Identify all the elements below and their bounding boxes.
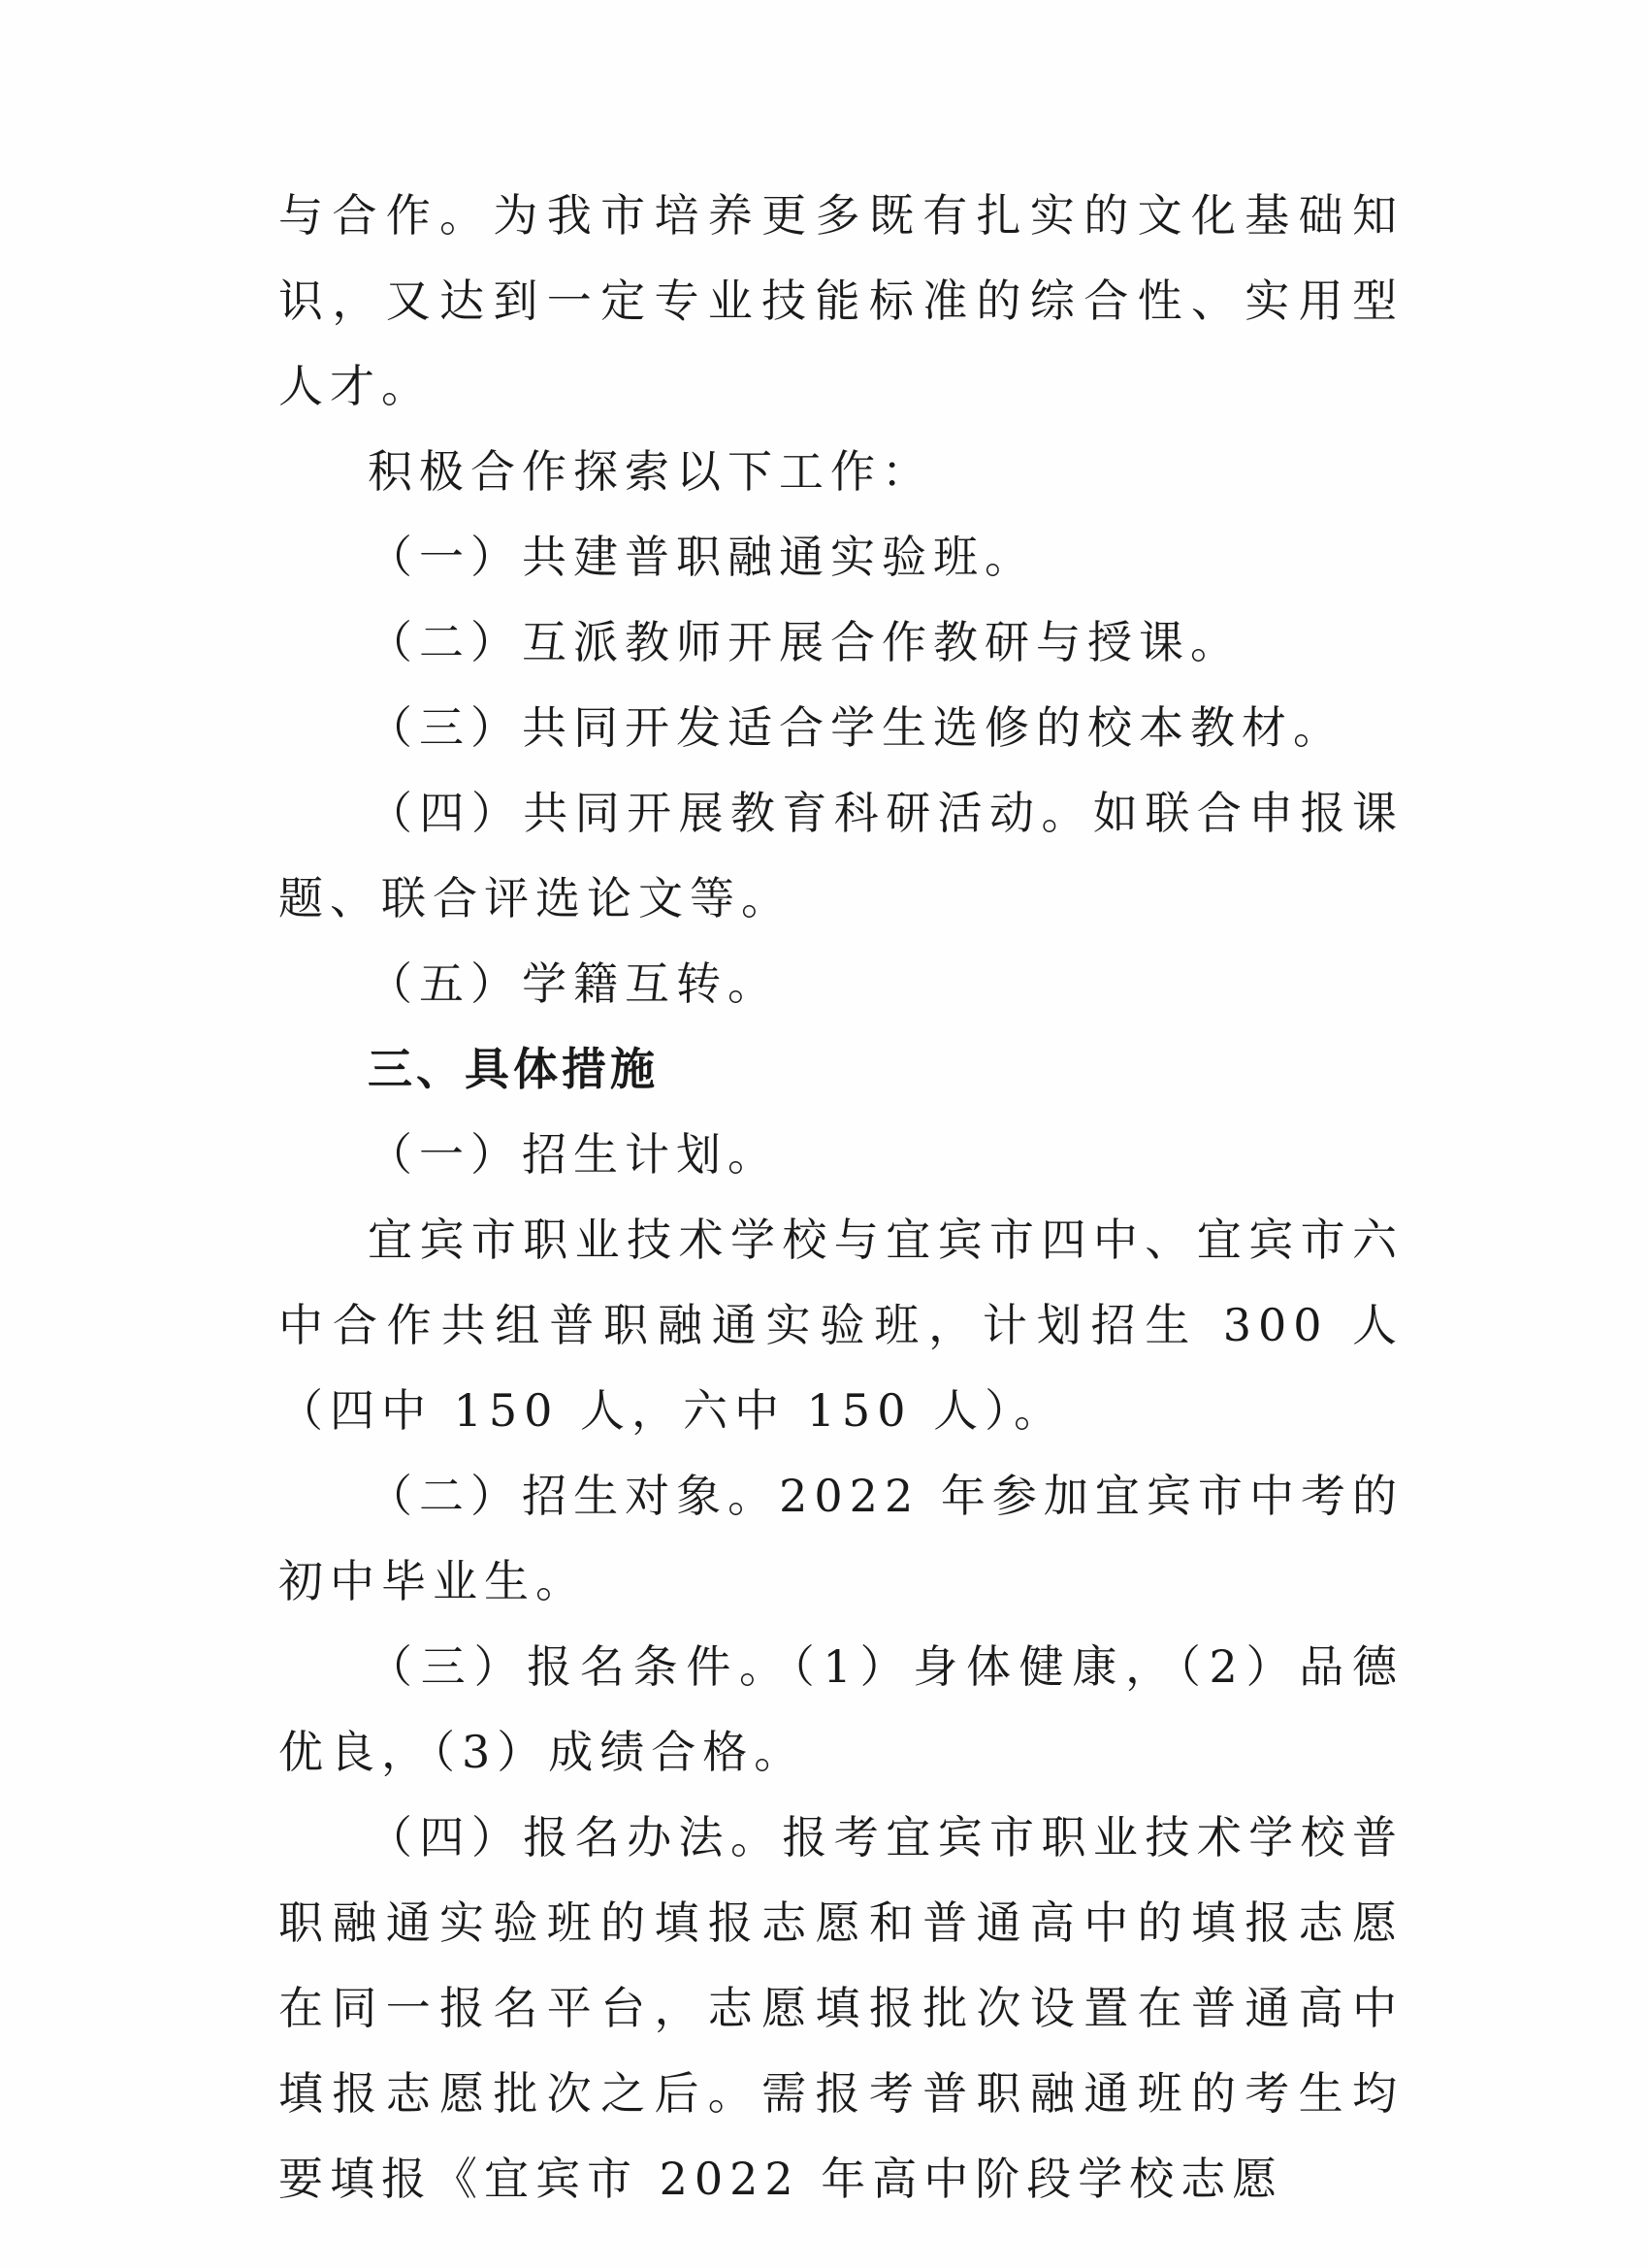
paragraph-enrollment-plan: （一）招生计划。 bbox=[368, 1128, 779, 1181]
paragraph-enrollment-conditions: （三）报名条件。（1）身体健康，（2）品德优良，（3）成绩合格。 bbox=[278, 1640, 1404, 1778]
paragraph-item-5: （五）学籍互转。 bbox=[368, 957, 779, 1010]
paragraph-item-2: （二）互派教师开展合作教研与授课。 bbox=[368, 616, 1242, 668]
paragraph-item-1: （一）共建普职融通实验班。 bbox=[368, 531, 1036, 583]
paragraph-enrollment-target: （二）招生对象。2022 年参加宜宾市中考的初中毕业生。 bbox=[278, 1470, 1404, 1607]
paragraph-continuation: 与合作。为我市培养更多既有扎实的文化基础知识，又达到一定专业技能标准的综合性、实用型人才。 bbox=[278, 189, 1404, 412]
paragraph-enrollment-method: （四）报名办法。报考宜宾市职业技术学校普职融通实验班的填报志愿和普通高中的填报志愿在同一报名平台，志愿填报批次设置在普通高中填报志愿批次之后。需报考普职融通班的考生均要填报《宜宾市 2022 年高中阶段学校志愿 bbox=[278, 1811, 1404, 2205]
document-body bbox=[278, 173, 1404, 2221]
paragraph-cooperation-intro: 积极合作探索以下工作： bbox=[368, 445, 933, 498]
paragraph-enrollment-detail: 宜宾市职业技术学校与宜宾市四中、宜宾市六中合作共组普职融通实验班，计划招生 300 人（四中 150 人，六中 150 人）。 bbox=[278, 1214, 1404, 1437]
paragraph-item-3: （三）共同开发适合学生选修的校本教材。 bbox=[368, 701, 1344, 754]
section-heading-measures: 三、具体措施 bbox=[368, 1043, 659, 1095]
paragraph-item-4: （四）共同开展教育科研活动。如联合申报课题、联合评选论文等。 bbox=[278, 787, 1404, 924]
